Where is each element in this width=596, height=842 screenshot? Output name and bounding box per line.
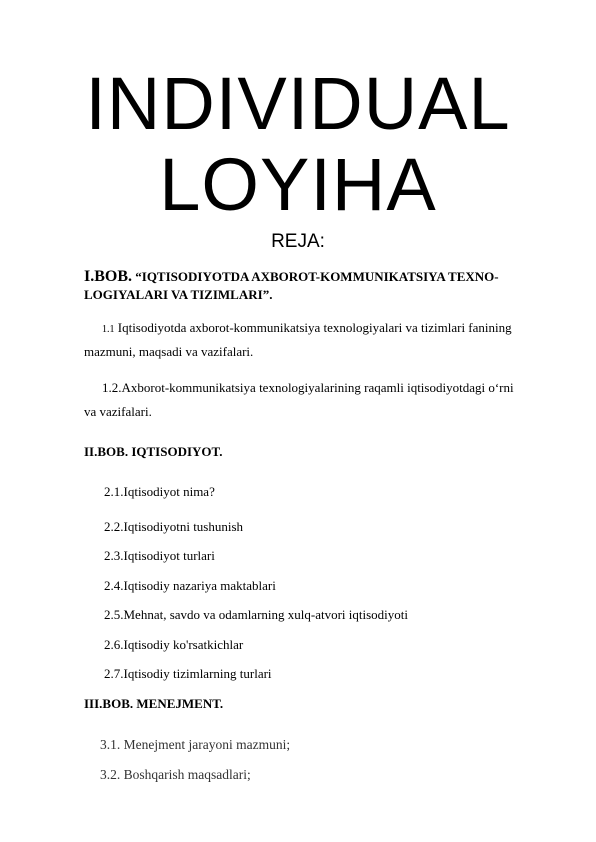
item-2-2: 2.2.Iqtisodiyotni tushunish: [104, 519, 244, 534]
item-2-1: 2.1.Iqtisodiyot nima?: [104, 484, 215, 499]
item-2-4: 2.4.Iqtisodiy nazariya maktablari: [104, 578, 276, 593]
item-2-7: 2.7.Iqtisodiy tizimlarning turlari: [104, 666, 272, 681]
chapter-1-number: I.BOB.: [84, 268, 133, 285]
title-line-1: INDIVIDUAL: [85, 62, 511, 145]
item-2-5: 2.5.Mehnat, savdo va odamlarning xulq-atvori iqtisodiyoti: [104, 607, 409, 622]
chapter-1-title: “IQTISODIYOTDA AXBOROT-KOMMUNIKATSIYA TEXNO-LOGIYALARI VA TIZIMLARI”.: [84, 269, 499, 302]
item-2-3: 2.3.Iqtisodiyot turlari: [104, 548, 215, 563]
title-line-2: LOYIHA: [159, 143, 437, 226]
item-1-1-text: Iqtisodiyotda axborot-kommunikatsiya texnologiyalari va tizimlari fanining: [114, 320, 512, 335]
item-1-2-line-2: va vazifalari.: [84, 404, 152, 419]
chapter-2-heading: II.BOB. IQTISODIYOT.: [84, 444, 223, 459]
item-1-2-line-1: 1.2.Axborot-kommunikatsiya texnologiyalarining raqamli iqtisodiyotdagi o‘rni: [102, 380, 514, 395]
item-3-1: 3.1. Menejment jarayoni mazmuni;: [100, 737, 291, 752]
item-2-6: 2.6.Iqtisodiy ko'rsatkichlar: [104, 637, 244, 652]
chapter-1-heading: [84, 268, 544, 304]
item-1-1-line-2: mazmuni, maqsadi va vazifalari.: [84, 344, 254, 359]
item-1-1-number: 1.1: [102, 324, 115, 335]
item-1-1-line-1: [102, 320, 512, 338]
item-3-2: 3.2. Boshqarish maqsadlari;: [100, 767, 251, 782]
plan-label: REJA:: [271, 231, 325, 252]
chapter-3-heading: III.BOB. MENEJMENT.: [84, 696, 224, 711]
